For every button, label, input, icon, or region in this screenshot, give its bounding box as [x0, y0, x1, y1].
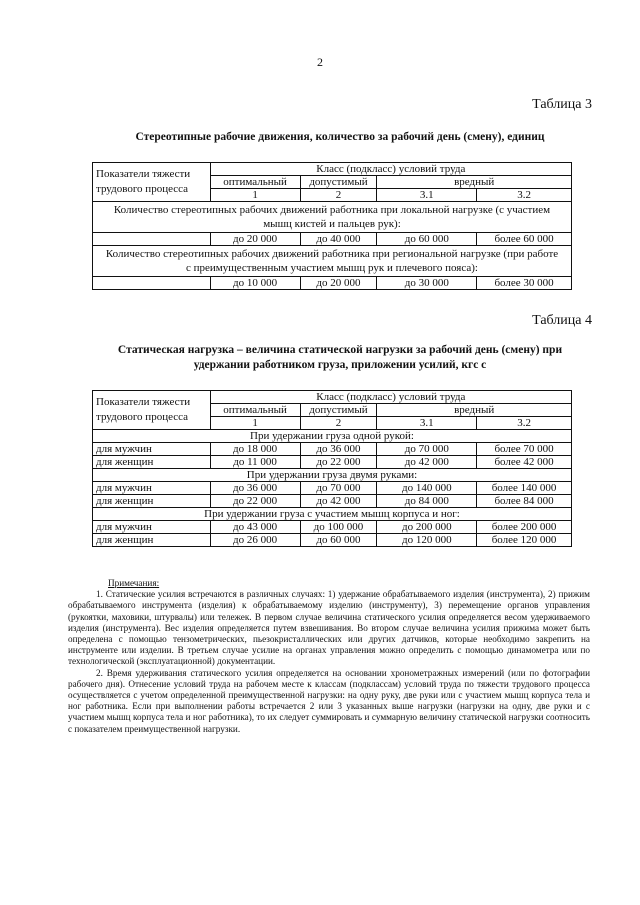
header-class-3-2: 3.2 [477, 189, 572, 202]
table4-row-label: Показатели тяжести трудового процесса [93, 391, 211, 430]
row-label: для мужчин [93, 443, 211, 456]
table-cell: до 22 000 [300, 456, 377, 469]
header-optimal: оптимальный [210, 176, 300, 189]
table-cell: до 18 000 [210, 443, 300, 456]
notes-heading: Примечания: [108, 578, 160, 588]
section-title: При удержании груза двумя руками: [93, 469, 572, 482]
header-optimal: оптимальный [210, 404, 300, 417]
table3-row-label: Показатели тяжести трудового процесса [93, 163, 211, 202]
table3 [92, 162, 572, 290]
table-cell: до 26 000 [210, 534, 300, 547]
table-cell: до 20 000 [210, 233, 300, 246]
table-cell: более 84 000 [477, 495, 572, 508]
table-cell: до 100 000 [300, 521, 377, 534]
table-cell: до 10 000 [210, 277, 300, 290]
table-cell: до 140 000 [377, 482, 477, 495]
table-cell: до 20 000 [300, 277, 377, 290]
note-paragraph-2: 2. Время удерживания статического усилия определяется на основании хронометражных измерений (или по фотографии рабочего дня). Отнесение условий труда на рабочем месте к классам (подклассам) условий труда по тяжести трудового процесса осуществляется с учетом определенной преимущественной нагрузки: на одну руку, две руки или с участием мышц корпуса тела и ног работника. Если при выполнении работы встречается 2 или 3 указанных выше нагрузки (нагрузки на одну, две руки и с участием мышц корпуса тела и ног работника), то их следует суммировать и суммарную величину статической нагрузки соотносить с показателем преимущественной нагрузки. [68, 667, 590, 734]
table-row [93, 456, 572, 469]
table-cell: до 36 000 [300, 443, 377, 456]
table-cell: до 36 000 [210, 482, 300, 495]
table-row [93, 277, 572, 290]
table-cell: до 200 000 [377, 521, 477, 534]
section-title: Количество стереотипных рабочих движений работника при локальной нагрузке (с участием мышц кистей и пальцев рук): [93, 202, 572, 233]
table-cell: до 120 000 [377, 534, 477, 547]
row-label: для женщин [93, 456, 211, 469]
table-cell: до 84 000 [377, 495, 477, 508]
table-section-title-row [93, 246, 572, 277]
table-cell: до 70 000 [377, 443, 477, 456]
table-section-title-row [93, 202, 572, 233]
row-label: для мужчин [93, 482, 211, 495]
table3-header-row [93, 163, 572, 176]
row-label [93, 277, 211, 290]
table-cell: более 30 000 [477, 277, 572, 290]
table4-header-row [93, 391, 572, 404]
table-row [93, 443, 572, 456]
row-label: для женщин [93, 495, 211, 508]
row-label [93, 233, 211, 246]
table-cell: до 60 000 [377, 233, 477, 246]
table-cell: до 42 000 [377, 456, 477, 469]
table4-class-label: Класс (подкласс) условий труда [210, 391, 571, 404]
table-cell: до 22 000 [210, 495, 300, 508]
table-cell: до 60 000 [300, 534, 377, 547]
table-section-title-row [93, 469, 572, 482]
section-title: При удержании груза с участием мышц корпуса и ног: [93, 508, 572, 521]
table-cell: до 30 000 [377, 277, 477, 290]
table-row [93, 534, 572, 547]
table-cell: до 42 000 [300, 495, 377, 508]
section-title: Количество стереотипных рабочих движений работника при региональной нагрузке (при работе с преимущественным участием мышц рук и плечевого пояса): [93, 246, 572, 277]
row-label: для мужчин [93, 521, 211, 534]
note-paragraph-1: 1. Статические усилия встречаются в различных случаях: 1) удержание обрабатываемого изделия (инструмента), 2) прижим обрабатываемого инструмента (изделия) к обрабатываемому изделию (инструменту), 3) перемещение органов управления (рукоятки, маховики, штурвалы) или тележек. В первом случае величина статического усилия определяется весом удерживаемого изделия (инструмента). Вес изделия определяется путем взвешивания. Во втором случае величина усилия прижима может быть определена с помощью тензометрических, пьезокристаллических или других датчиков, которые необходимо закрепить на инструменте или изделии. В третьем случае усилие на органах управления можно определить с помощью динамометра или по технологической (эксплуатационной) документации. [68, 589, 590, 667]
header-acceptable: допустимый [300, 404, 377, 417]
table-cell: до 40 000 [300, 233, 377, 246]
table-cell: более 70 000 [477, 443, 572, 456]
table4-caption: Таблица 4 [532, 313, 592, 328]
header-class-3-1: 3.1 [377, 417, 477, 430]
row-label: для женщин [93, 534, 211, 547]
table3-class-label: Класс (подкласс) условий труда [210, 163, 571, 176]
header-class-3-2: 3.2 [477, 417, 572, 430]
table-cell: до 11 000 [210, 456, 300, 469]
table-section-title-row [93, 430, 572, 443]
header-class-2: 2 [300, 417, 377, 430]
table3-title: Стереотипные рабочие движения, количество за рабочий день (смену), единиц [135, 131, 545, 143]
table-cell: более 60 000 [477, 233, 572, 246]
header-class-1: 1 [210, 189, 300, 202]
table-cell: более 200 000 [477, 521, 572, 534]
section-title: При удержании груза одной рукой: [93, 430, 572, 443]
table-cell: более 120 000 [477, 534, 572, 547]
table4 [92, 390, 572, 547]
table-row [93, 495, 572, 508]
table-cell: до 70 000 [300, 482, 377, 495]
table3-caption: Таблица 3 [532, 97, 592, 112]
notes-block [68, 578, 590, 735]
table-row [93, 482, 572, 495]
header-class-3-1: 3.1 [377, 189, 477, 202]
header-acceptable: допустимый [300, 176, 377, 189]
table4-title: Статическая нагрузка – величина статической нагрузки за рабочий день (смену) при удержании работником груза, приложении усилий, кгс с [117, 344, 563, 371]
table-section-title-row [93, 508, 572, 521]
table-cell: более 140 000 [477, 482, 572, 495]
header-class-2: 2 [300, 189, 377, 202]
page-number: 2 [317, 55, 323, 69]
header-harmful: вредный [377, 176, 572, 189]
table-cell: более 42 000 [477, 456, 572, 469]
table-row [93, 521, 572, 534]
header-class-1: 1 [210, 417, 300, 430]
table-row [93, 233, 572, 246]
header-harmful: вредный [377, 404, 572, 417]
table-cell: до 43 000 [210, 521, 300, 534]
